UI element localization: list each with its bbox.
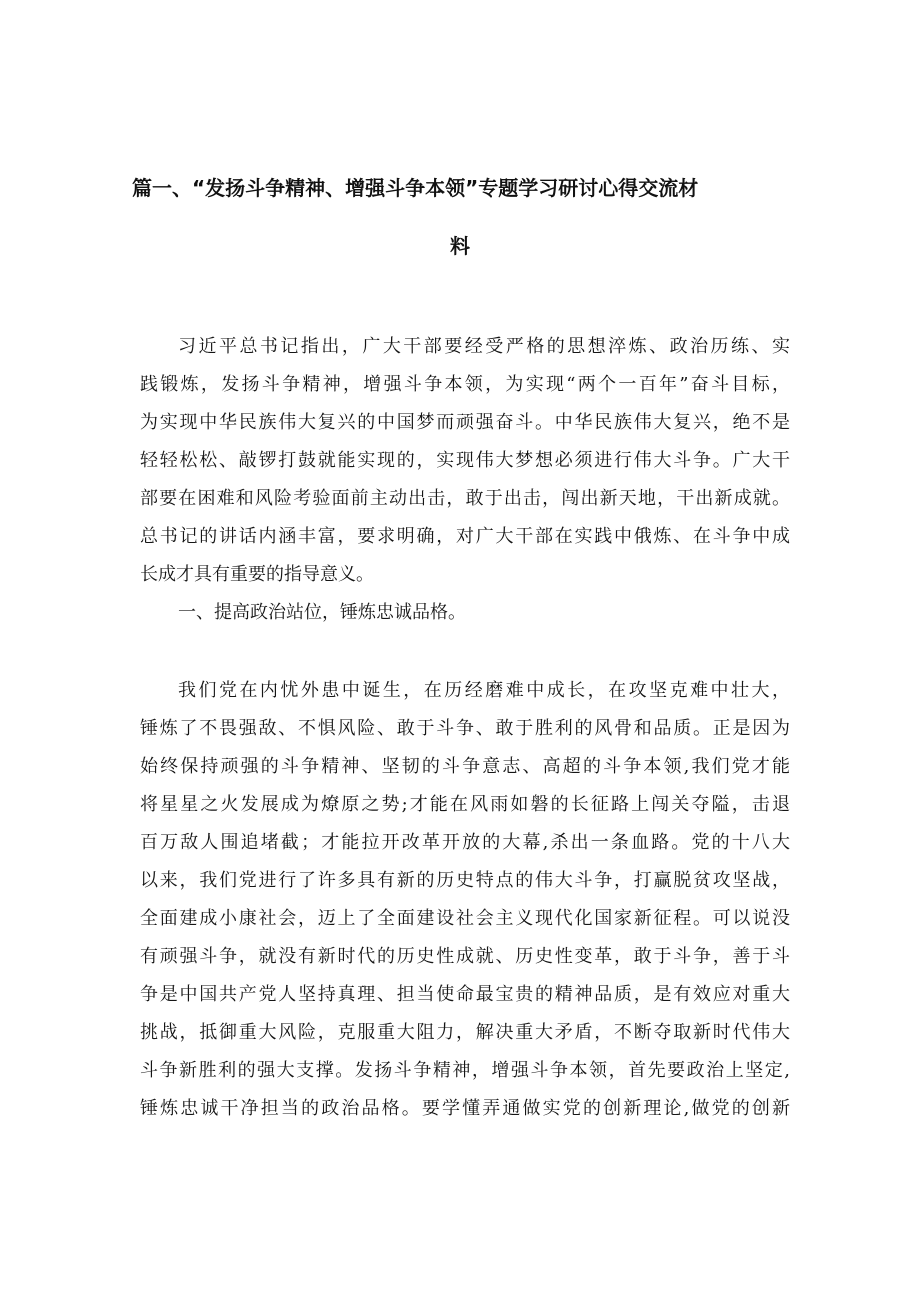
paragraph-line: 以来，我们党进行了许多具有新的历史特点的伟大斗争，打赢脱贫攻坚战，: [140, 870, 790, 891]
paragraph-line: 锤炼了不畏强敌、不惧风险、敢于斗争、敢于胜利的风骨和品质。正是因为: [140, 718, 790, 739]
paragraph-line: 争是中国共产党人坚持真理、担当使命最宝贵的精神品质，是有效应对重大: [140, 984, 790, 1005]
paragraph-line: 始终保持顽强的斗争精神、坚韧的斗争意志、高超的斗争本领,我们党才能: [140, 756, 790, 777]
paragraph-line: 践锻炼，发扬斗争精神，增强斗争本领，为实现“两个一百年”奋斗目标，: [140, 374, 790, 395]
paragraph-line: 长成才具有重要的指导意义。: [140, 564, 374, 585]
paragraph-line: 我们党在内忧外患中诞生，在历经磨难中成长，在攻坚克难中壮大，: [178, 680, 790, 701]
document-title-line-2: 料: [450, 234, 470, 258]
paragraph-line: 为实现中华民族伟大复兴的中国梦而顽强奋斗。中华民族伟大复兴，绝不是: [140, 412, 790, 433]
paragraph-line: 轻轻松松、敲锣打鼓就能实现的，实现伟大梦想必须进行伟大斗争。广大干: [140, 450, 790, 471]
document-title-line-1: 篇一、“发扬斗争精神、增强斗争本领”专题学习研讨心得交流材: [132, 176, 699, 200]
paragraph-line: 百万敌人围追堵截；才能拉开改革开放的大幕,杀出一条血路。党的十八大: [140, 832, 790, 853]
paragraph-line: 总书记的讲话内涵丰富，要求明确，对广大干部在实践中俄炼、在斗争中成: [140, 526, 790, 547]
paragraph-line: 斗争新胜利的强大支撑。发扬斗争精神，增强斗争本领，首先要政治上坚定,: [140, 1060, 790, 1081]
paragraph-line: 部要在困难和风险考验面前主动出击，敢于出击，闯出新天地，干出新成就。: [140, 488, 790, 509]
section-heading: 一、提高政治站位，锤炼忠诚品格。: [178, 602, 466, 623]
paragraph-line: 全面建成小康社会，迈上了全面建设社会主义现代化国家新征程。可以说没: [140, 908, 790, 929]
paragraph-line: 将星星之火发展成为燎原之势;才能在风雨如磐的长征路上闯关夺隘，击退: [140, 794, 790, 815]
paragraph-line: 挑战，抵御重大风险，克服重大阻力，解决重大矛盾，不断夺取新时代伟大: [140, 1022, 790, 1043]
paragraph-line: 习近平总书记指出，广大干部要经受严格的思想淬炼、政治历练、实: [178, 336, 790, 357]
paragraph-line: 锤炼忠诚干净担当的政治品格。要学懂弄通做实党的创新理论,做党的创新: [140, 1098, 790, 1119]
paragraph-line: 有顽强斗争，就没有新时代的历史性成就、历史性变革，敢于斗争，善于斗: [140, 946, 790, 967]
